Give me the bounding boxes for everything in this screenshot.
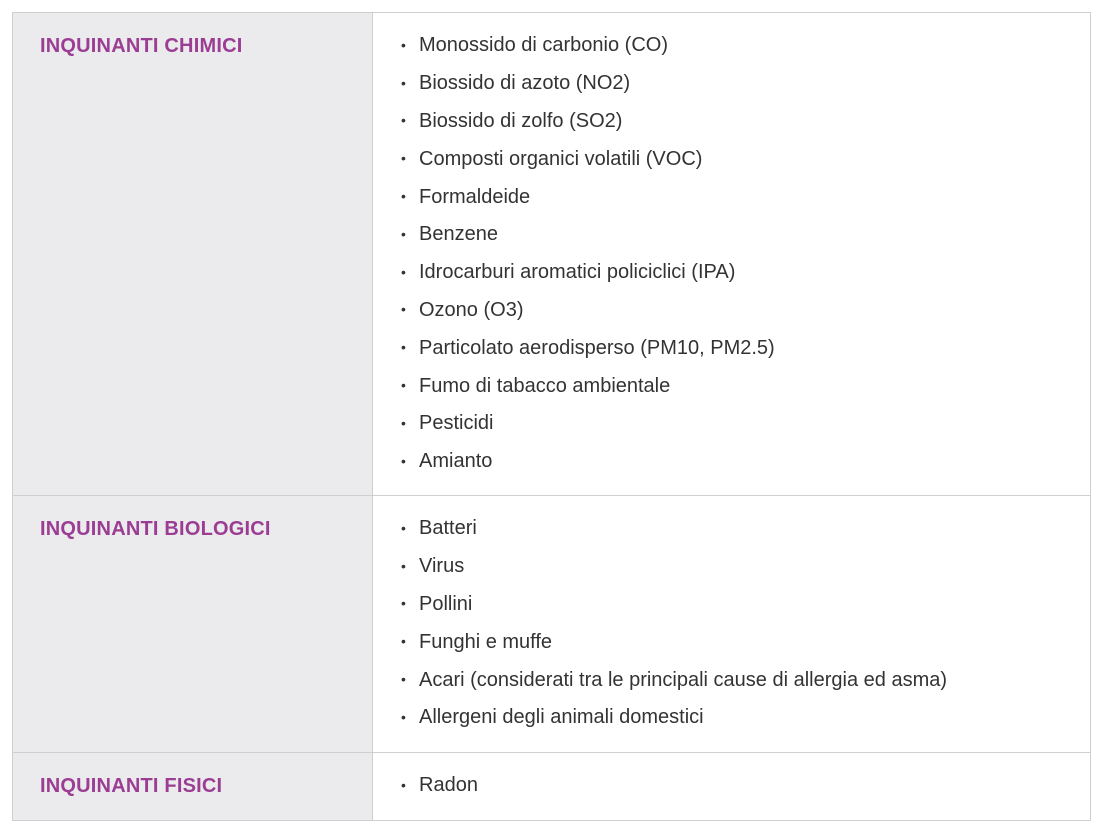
list-item-text: Monossido di carbonio (CO)	[419, 34, 668, 57]
table-row	[13, 496, 1090, 753]
list-item	[401, 405, 1090, 443]
bullet-icon: •	[401, 633, 406, 650]
pollutant-list	[401, 27, 1090, 481]
category-cell	[13, 13, 373, 495]
bullet-icon: •	[401, 263, 406, 280]
bullet-icon: •	[401, 519, 406, 536]
list-item	[401, 367, 1090, 405]
bullet-icon: •	[401, 112, 406, 129]
list-item-text: Virus	[419, 555, 465, 578]
list-item-text: Radon	[419, 774, 478, 797]
list-item	[401, 623, 1090, 661]
list-item-text: Ozono (O3)	[419, 298, 524, 321]
bullet-icon: •	[401, 36, 406, 53]
bullet-icon: •	[401, 225, 406, 242]
list-item-text: Idrocarburi aromatici policiclici (IPA)	[419, 261, 736, 284]
bullet-icon: •	[401, 188, 406, 205]
bullet-icon: •	[401, 150, 406, 167]
list-item-text: Amianto	[419, 450, 493, 473]
items-cell	[373, 753, 1090, 820]
list-item-text: Pesticidi	[419, 412, 494, 435]
list-item-text: Pollini	[419, 592, 473, 615]
table-row	[13, 13, 1090, 496]
list-item-text: Batteri	[419, 517, 477, 540]
list-item-text: Fumo di tabacco ambientale	[419, 374, 671, 397]
list-item	[401, 292, 1090, 330]
list-item	[401, 65, 1090, 103]
list-item	[401, 27, 1090, 65]
items-cell	[373, 13, 1090, 495]
list-item-text: Benzene	[419, 223, 498, 246]
pollutant-list	[401, 767, 1090, 805]
bullet-icon: •	[401, 671, 406, 688]
pollutants-table	[12, 12, 1091, 821]
list-item	[401, 254, 1090, 292]
list-item	[401, 216, 1090, 254]
items-cell	[373, 496, 1090, 752]
pollutant-list	[401, 510, 1090, 737]
bullet-icon: •	[401, 776, 406, 793]
table-row	[13, 753, 1090, 820]
category-cell	[13, 753, 373, 820]
category-title: INQUINANTI FISICI	[40, 775, 223, 797]
bullet-icon: •	[401, 708, 406, 725]
list-item-text: Acari (considerati tra le principali cause di allergia ed asma)	[419, 668, 948, 691]
list-item	[401, 329, 1090, 367]
category-title: INQUINANTI BIOLOGICI	[40, 518, 271, 540]
list-item	[401, 548, 1090, 586]
bullet-icon: •	[401, 452, 406, 469]
list-item-text: Particolato aerodisperso (PM10, PM2.5)	[419, 336, 775, 359]
list-item-text: Allergeni degli animali domestici	[419, 706, 704, 729]
list-item-text: Biossido di azoto (NO2)	[419, 72, 631, 95]
category-cell	[13, 496, 373, 752]
list-item-text: Funghi e muffe	[419, 630, 553, 653]
list-item	[401, 443, 1090, 481]
bullet-icon: •	[401, 557, 406, 574]
list-item	[401, 699, 1090, 737]
list-item-text: Formaldeide	[419, 185, 531, 208]
bullet-icon: •	[401, 301, 406, 318]
list-item	[401, 767, 1090, 805]
bullet-icon: •	[401, 74, 406, 91]
list-item	[401, 510, 1090, 548]
list-item	[401, 103, 1090, 141]
list-item	[401, 586, 1090, 624]
bullet-icon: •	[401, 595, 406, 612]
bullet-icon: •	[401, 414, 406, 431]
category-title: INQUINANTI CHIMICI	[40, 35, 243, 57]
list-item	[401, 661, 1090, 699]
list-item-text: Biossido di zolfo (SO2)	[419, 109, 623, 132]
bullet-icon: •	[401, 339, 406, 356]
list-item	[401, 178, 1090, 216]
list-item	[401, 140, 1090, 178]
list-item-text: Composti organici volatili (VOC)	[419, 147, 703, 170]
bullet-icon: •	[401, 377, 406, 394]
